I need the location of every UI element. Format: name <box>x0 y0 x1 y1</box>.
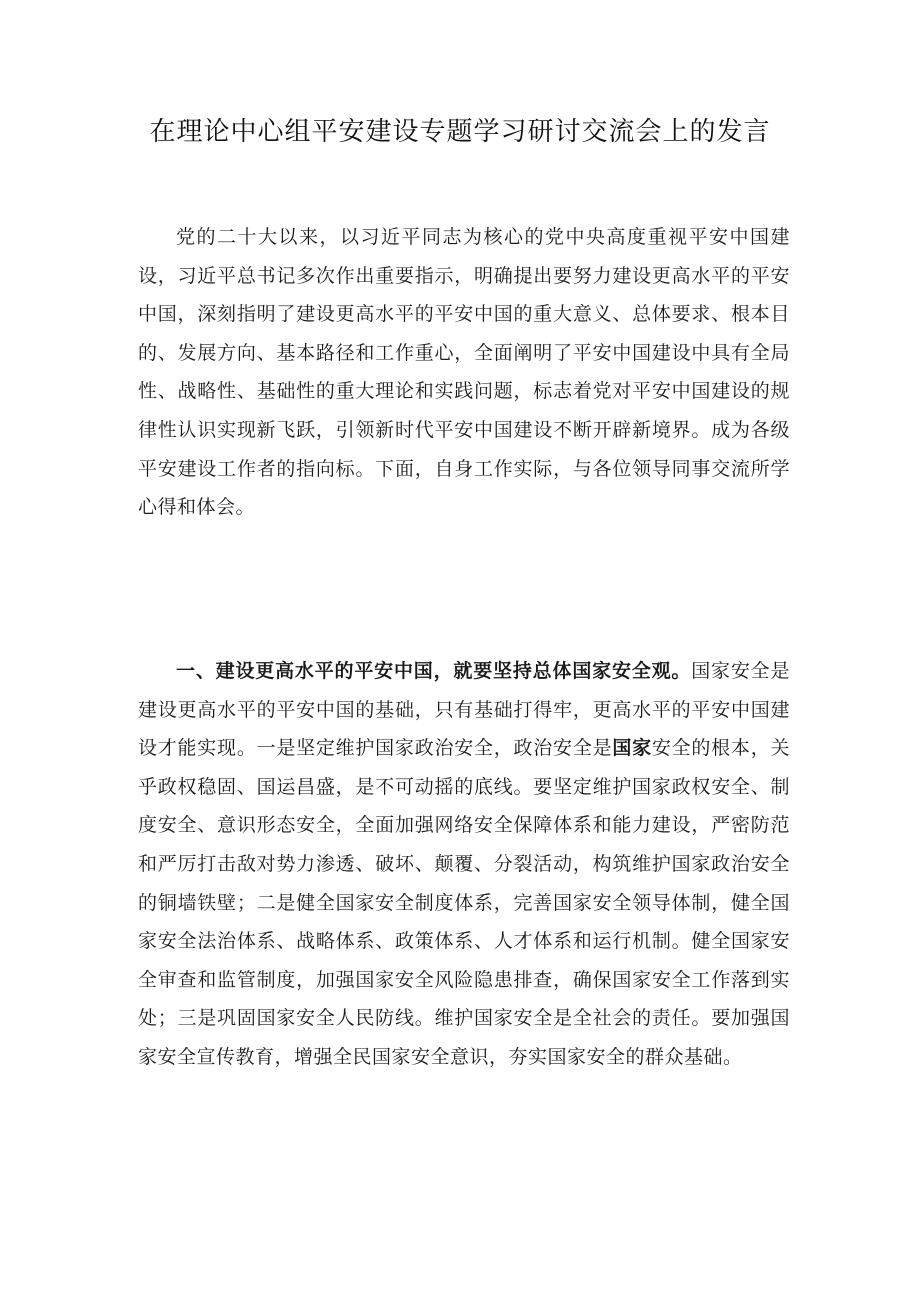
intro-paragraph: 党的二十大以来，以习近平同志为核心的党中央高度重视平安中国建设，习近平总书记多次作出重要指示，明确提出要努力建设更高水平的平安中国，深刻指明了建设更高水平的平安中国的重大意义、总体要求、根本目的、发展方向、基本路径和工作重心，全面阐明了平安中国建设中具有全局性、战略性、基础性的重大理论和实践问题，标志着党对平安中国建设的规律性认识实现新飞跃，引领新时代平安中国建设不断开辟新境界。成为各级平安建设工作者的指向标。下面，自身工作实际，与各位领导同事交流所学心得和体会。 <box>138 226 790 519</box>
section-one-bold-word: 国家 <box>612 737 652 760</box>
section-one-heading: 一、建设更高水平的平安中国，就要坚持总体国家安全观。 <box>176 660 692 682</box>
section-one-text-b: 安全的根本，关乎政权稳固、国运昌盛，是不可动摇的底线。要坚定维护国家政权安全、制度安全、意识形态安全，全面加强网络安全保障体系和能力建设，严密防范和严厉打击敌对势力渗透、破坏、颠覆、分裂活动，构筑维护国家政治安全的铜墙铁壁；二是健全国家安全制度体系，完善国家安全领导体制，健全国家安全法治体系、战略体系、政策体系、人才体系和运行机制。健全国家安全审查和监管制度，加强国家安全风险隐患排查，确保国家安全工作落到实处；三是巩固国家安全人民防线。维护国家安全是全社会的责任。要加强国家安全宣传教育，增强全民国家安全意识，夯实国家安全的群众基础。 <box>138 737 790 1068</box>
document-title: 在理论中心组平安建设专题学习研讨交流会上的发言 <box>149 117 771 147</box>
section-one-paragraph <box>138 652 790 1077</box>
section-one-text-a: 国家安全是建设更高水平的平安中国的基础，只有基础打得牢，更高水平的平安中国建设才能实现。一是坚定维护国家政治安全，政治安全是 <box>138 660 790 760</box>
